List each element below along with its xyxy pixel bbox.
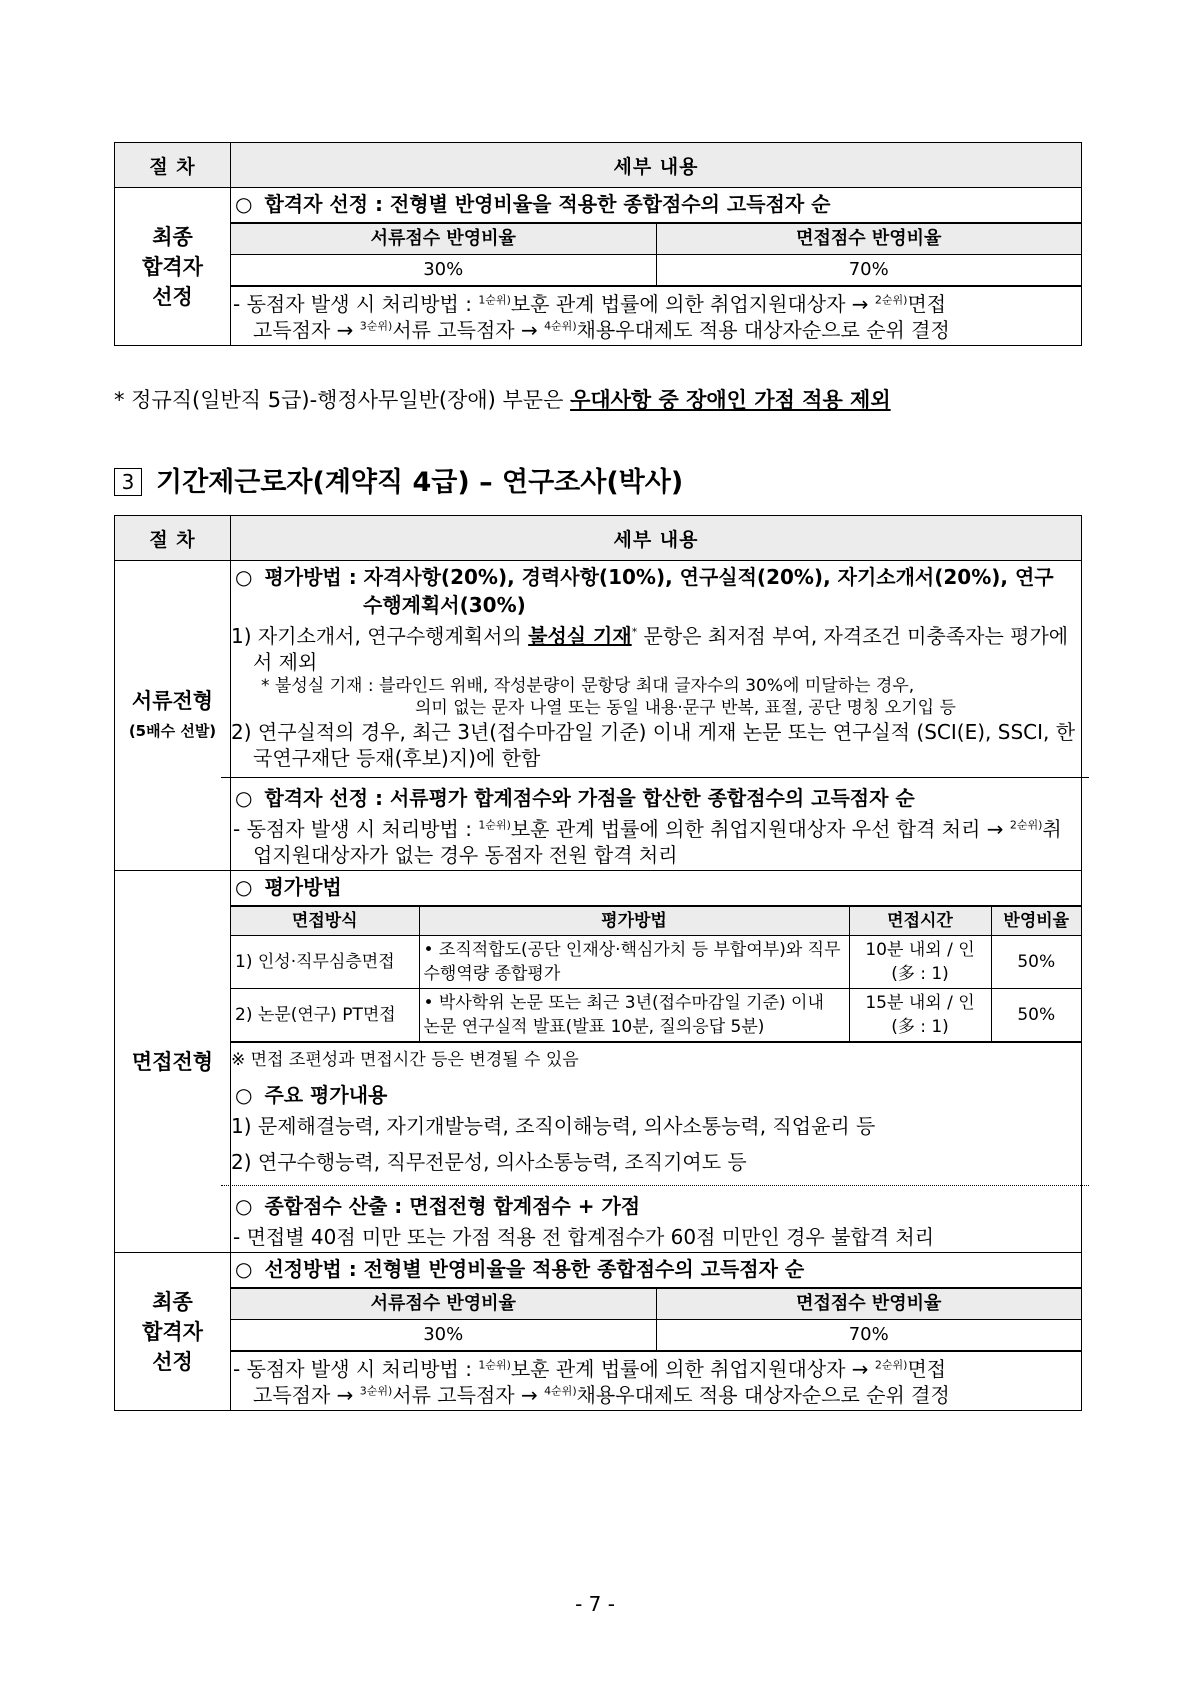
ratio-table: 서류점수 반영비율 면접점수 반영비율 30% 70% (231, 1287, 1081, 1352)
itv-fail-rule: - 면접별 40점 미만 또는 가점 적용 전 합계점수가 60점 미만인 경우 불합격 처리 (233, 1225, 935, 1249)
itv-note: ※ 면접 조편성과 면접시간 등은 변경될 수 있음 (231, 1050, 579, 1070)
doc-tie-rule: - 동점자 발생 시 처리방법 : $^{1순위)}$보훈 관계 법률에 의한 취업지원대상자 우선 합격 처리 → $^{2순위)}$취업지원대상자가 없는 경우 동점자 전원 합격 처리 (233, 817, 1062, 867)
page-number: - 7 - (575, 1592, 615, 1616)
final-selection-table (114, 142, 1082, 346)
step-document: 서류전형 (5배수 선발) (115, 561, 231, 871)
interview-table: 면접방식 평가방법 면접시간 반영비율 1) 인성·직무심층면접 • 조직적합도(공단 인재상·핵심가치 등 부합여부)와 직무수행역량 종합평가 10분 내외 / 인 (多 : 1) 50% 2) 논문(연구) PT면접 • 박사학위 논문 또는 최근 3년(접수마감일 기준) 이내 논문 연구실적 발표(발표 10분, 질의응답 5분) 15분 내외 / 인 (多 : 1) 50% (231, 905, 1081, 1043)
step-final: 최종 합격자 선정 (115, 1253, 231, 1411)
list-item: 1) 문제해결능력, 자기개발능력, 조직이해능력, 의사소통능력, 직업윤리 등 (231, 1114, 876, 1138)
itv-content-bullet: ○ 주요 평가내용 (235, 1083, 388, 1107)
footnote: * 정규직(일반직 5급)-행정사무일반(장애) 부문은 우대사항 중 장애인 가점 적용 제외 (114, 388, 891, 412)
header-step: 절 차 (115, 143, 231, 188)
step-interview: 면접전형 (115, 871, 231, 1253)
table-row: 1) 인성·직무심층면접 • 조직적합도(공단 인재상·핵심가치 등 부합여부)와 직무수행역량 종합평가 10분 내외 / 인 (多 : 1) 50% (231, 936, 1081, 989)
section-title: 3 기간제근로자(계약직 4급) – 연구조사(박사) (114, 460, 683, 499)
header-step: 절 차 (115, 516, 231, 561)
selection-bullet: ○ 합격자 선정 : 전형별 반영비율을 적용한 종합점수의 고득점자 순 (235, 192, 831, 216)
tie-rule: - 동점자 발생 시 처리방법 : $^{1순위)}$보훈 관계 법률에 의한 취업지원대상자 → $^{2순위)}$면접 고득점자 → $^{3순위)}$서류 고득점자 → $^{4순위)}$채용우대제도 적용 대상자순으로 순위 결정 (233, 292, 950, 342)
header-detail: 세부 내용 (231, 516, 1082, 561)
final-tie-rule: - 동점자 발생 시 처리방법 : $^{1순위)}$보훈 관계 법률에 의한 취업지원대상자 → $^{2순위)}$면접 고득점자 → $^{3순위)}$서류 고득점자 → $^{4순위)}$채용우대제도 적용 대상자순으로 순위 결정 (233, 1357, 950, 1407)
itv-score-bullet: ○ 종합점수 산출 : 면접전형 합계점수 + 가점 (235, 1194, 641, 1218)
final-method-bullet: ○ 선정방법 : 전형별 반영비율을 적용한 종합점수의 고득점자 순 (235, 1257, 805, 1281)
table-row: 2) 논문(연구) PT면접 • 박사학위 논문 또는 최근 3년(접수마감일 기준) 이내 논문 연구실적 발표(발표 10분, 질의응답 5분) 15분 내외 / 인 (多 : 1) 50% (231, 989, 1081, 1043)
research-process-table (114, 515, 1082, 1411)
step-final: 최종 합격자 선정 (115, 188, 231, 346)
doc-selection-bullet: ○ 합격자 선정 : 서류평가 합계점수와 가점을 합산한 종합점수의 고득점자 순 (235, 786, 915, 810)
doc-method-bullet: ○ 평가방법 : 자격사항(20%), 경력사항(10%), 연구실적(20%), 자기소개서(20%), 연구 수행계획서(30%) (235, 565, 1054, 617)
doc-item-2: 2) 연구실적의 경우, 최근 3년(접수마감일 기준) 이내 게재 논문 또는 연구실적 (SCI(E), SSCI, 한국연구재단 등재(후보)지)에 한함 (231, 720, 1076, 770)
ratio-table: 서류점수 반영비율 면접점수 반영비율 30% 70% (231, 222, 1081, 287)
doc-note: * 불성실 기재 : 블라인드 위배, 작성분량이 문항당 최대 글자수의 30%에 미달하는 경우, 의미 없는 문자 나열 또는 동일 내용·문구 반복, 표절, 공단 명칭 오기입 등 (261, 676, 956, 718)
header-detail: 세부 내용 (231, 143, 1082, 188)
list-item: 2) 연구수행능력, 직무전문성, 의사소통능력, 조직기여도 등 (231, 1150, 747, 1174)
doc-item-1: 1) 자기소개서, 연구수행계획서의 불성실 기재* 문항은 최저점 부여, 자격조건 미충족자는 평가에서 제외 (231, 624, 1069, 674)
itv-method-bullet: ○ 평가방법 (235, 875, 342, 899)
